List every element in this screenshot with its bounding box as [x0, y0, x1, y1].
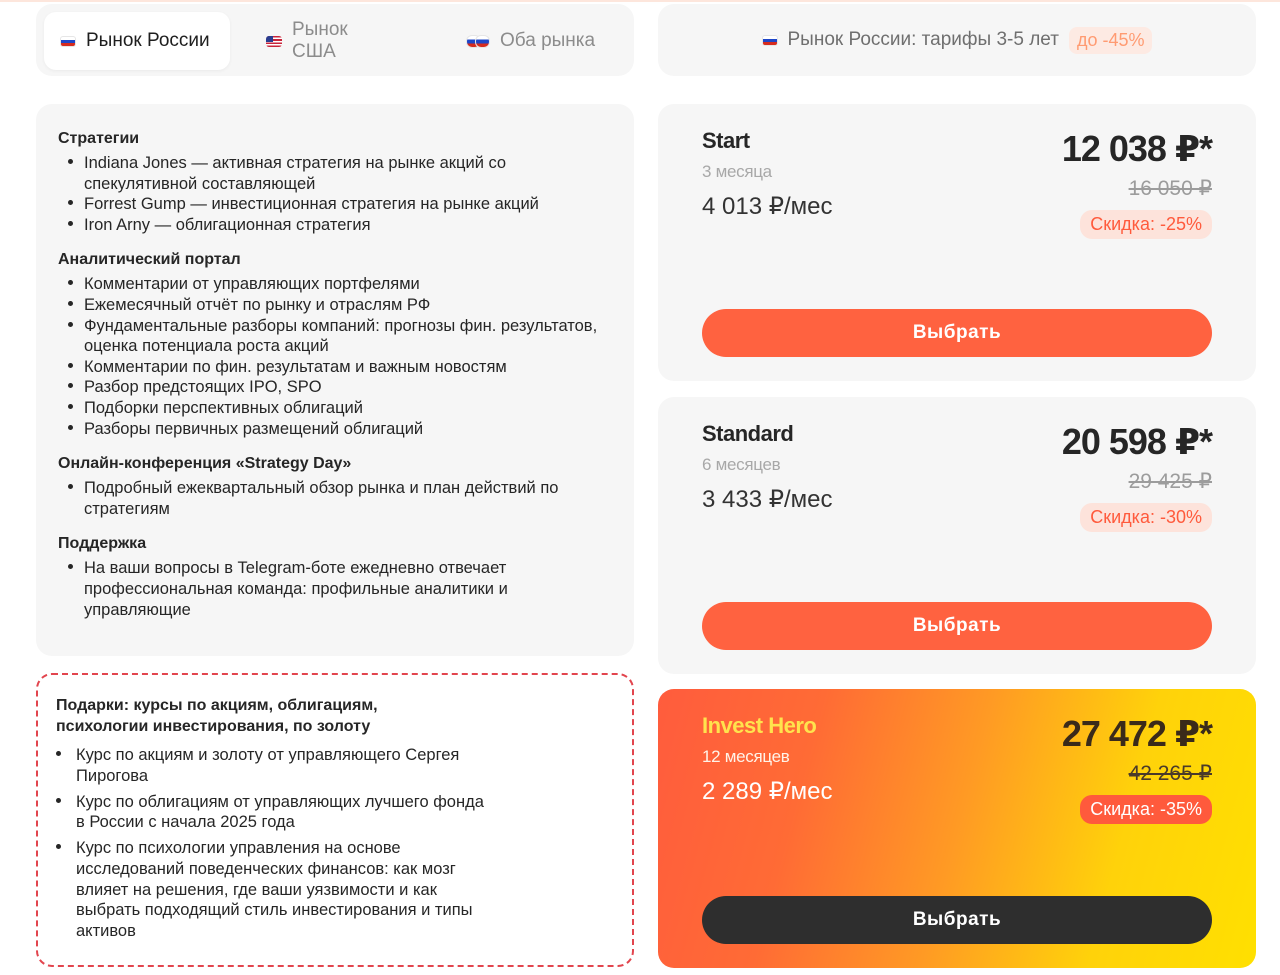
analytics-list	[58, 274, 612, 439]
list-item: Комментарии от управляющих портфелями	[58, 274, 612, 295]
russia-flag-icon	[60, 36, 76, 47]
select-start-button[interactable]: Выбрать	[702, 309, 1212, 357]
list-item: Комментарии по фин. результатам и важным новостям	[58, 357, 612, 378]
list-item: Курс по психологии управления на основе исследований поведенческих финансов: как мозг влияет на решения, где ваши уязвимости и как выбрать подходящий стиль инвестирования и типы активов	[56, 838, 496, 941]
tab-usa-market[interactable]	[250, 12, 410, 70]
list-item: На ваши вопросы в Telegram-боте ежедневно отвечает профессиональная команда: профильные аналитики и управляющие	[58, 558, 612, 620]
tariff-header	[658, 4, 1256, 76]
tab-label: Рынок США	[292, 19, 348, 62]
tariff-header-discount: до -45%	[1069, 27, 1153, 54]
section-title-support: Поддержка	[58, 535, 147, 553]
section-title-analytics: Аналитический портал	[58, 251, 241, 269]
list-item: Разборы первичных размещений облигаций	[58, 419, 612, 440]
plan-price: 20 598 ₽*	[1061, 421, 1212, 462]
list-item: Курс по облигациям от управляющих лучшего фонда в России с начала 2025 года	[56, 792, 496, 833]
plan-card-standard	[658, 397, 1256, 674]
plan-discount-badge: Скидка: -30%	[1080, 503, 1212, 532]
plan-period: 6 месяцев	[702, 455, 781, 474]
list-item: Ежемесячный отчёт по рынку и отраслям РФ	[58, 295, 612, 316]
tab-label: Оба рынка	[500, 30, 596, 51]
plan-discount-badge: Скидка: -25%	[1080, 210, 1212, 239]
list-item: Indiana Jones — активная стратегия на рынке акций со спекулятивной составляющей	[58, 153, 612, 194]
list-item: Разбор предстоящих IPO, SPO	[58, 377, 612, 398]
plan-card-invest-hero	[658, 689, 1256, 968]
gifts-list	[56, 745, 614, 941]
plan-period: 12 месяцев	[702, 747, 790, 766]
plan-name: Standard	[702, 421, 794, 446]
features-panel	[36, 104, 634, 656]
section-title-conference: Онлайн-конференция «Strategy Day»	[58, 455, 352, 473]
plan-monthly-price: 3 433 ₽/мес	[702, 486, 833, 513]
list-item: Фундаментальные разборы компаний: прогнозы фин. результатов, оценка потенциала роста акций	[58, 316, 612, 357]
plan-monthly-price: 4 013 ₽/мес	[702, 193, 833, 220]
plan-card-start	[658, 104, 1256, 381]
list-item: Iron Arny — облигационная стратегия	[58, 215, 612, 236]
select-invest-hero-button[interactable]: Выбрать	[702, 896, 1212, 944]
tab-both-markets[interactable]	[450, 12, 628, 70]
tab-russia-market[interactable]	[44, 12, 230, 70]
tariff-header-label: Рынок России: тарифы 3-5 лет	[787, 29, 1059, 50]
plan-name: Start	[702, 128, 750, 153]
both-flags-icon	[466, 35, 490, 48]
strategies-list	[58, 153, 612, 235]
support-list	[58, 558, 612, 620]
top-divider	[0, 0, 1280, 2]
tab-label: Рынок России	[86, 30, 210, 51]
market-tabs	[36, 4, 634, 76]
plan-price: 12 038 ₽*	[1061, 128, 1212, 169]
plan-old-price: 29 425 ₽	[1128, 470, 1212, 493]
list-item: Подробный ежеквартальный обзор рынка и план действий по стратегиям	[58, 478, 612, 519]
select-standard-button[interactable]: Выбрать	[702, 602, 1212, 650]
plan-old-price: 16 050 ₽	[1128, 177, 1212, 200]
list-item: Курс по акциям и золоту от управляющего Сергея Пирогова	[56, 745, 496, 786]
section-title-strategies: Стратегии	[58, 130, 140, 147]
plan-old-price: 42 265 ₽	[1128, 762, 1212, 785]
russia-flag-icon	[762, 35, 778, 46]
plan-name: Invest Hero	[702, 713, 817, 738]
gifts-title: Подарки: курсы по акциям, облигациям, психологии инвестирования, по золоту	[56, 697, 378, 735]
usa-flag-icon	[266, 36, 282, 47]
conference-list	[58, 478, 612, 519]
plan-period: 3 месяца	[702, 162, 772, 181]
plan-price: 27 472 ₽*	[1061, 713, 1212, 754]
gifts-panel	[36, 673, 634, 967]
plan-discount-badge: Скидка: -35%	[1080, 795, 1212, 824]
list-item: Подборки перспективных облигаций	[58, 398, 612, 419]
plan-monthly-price: 2 289 ₽/мес	[702, 778, 833, 805]
list-item: Forrest Gump — инвестиционная стратегия на рынке акций	[58, 194, 612, 215]
